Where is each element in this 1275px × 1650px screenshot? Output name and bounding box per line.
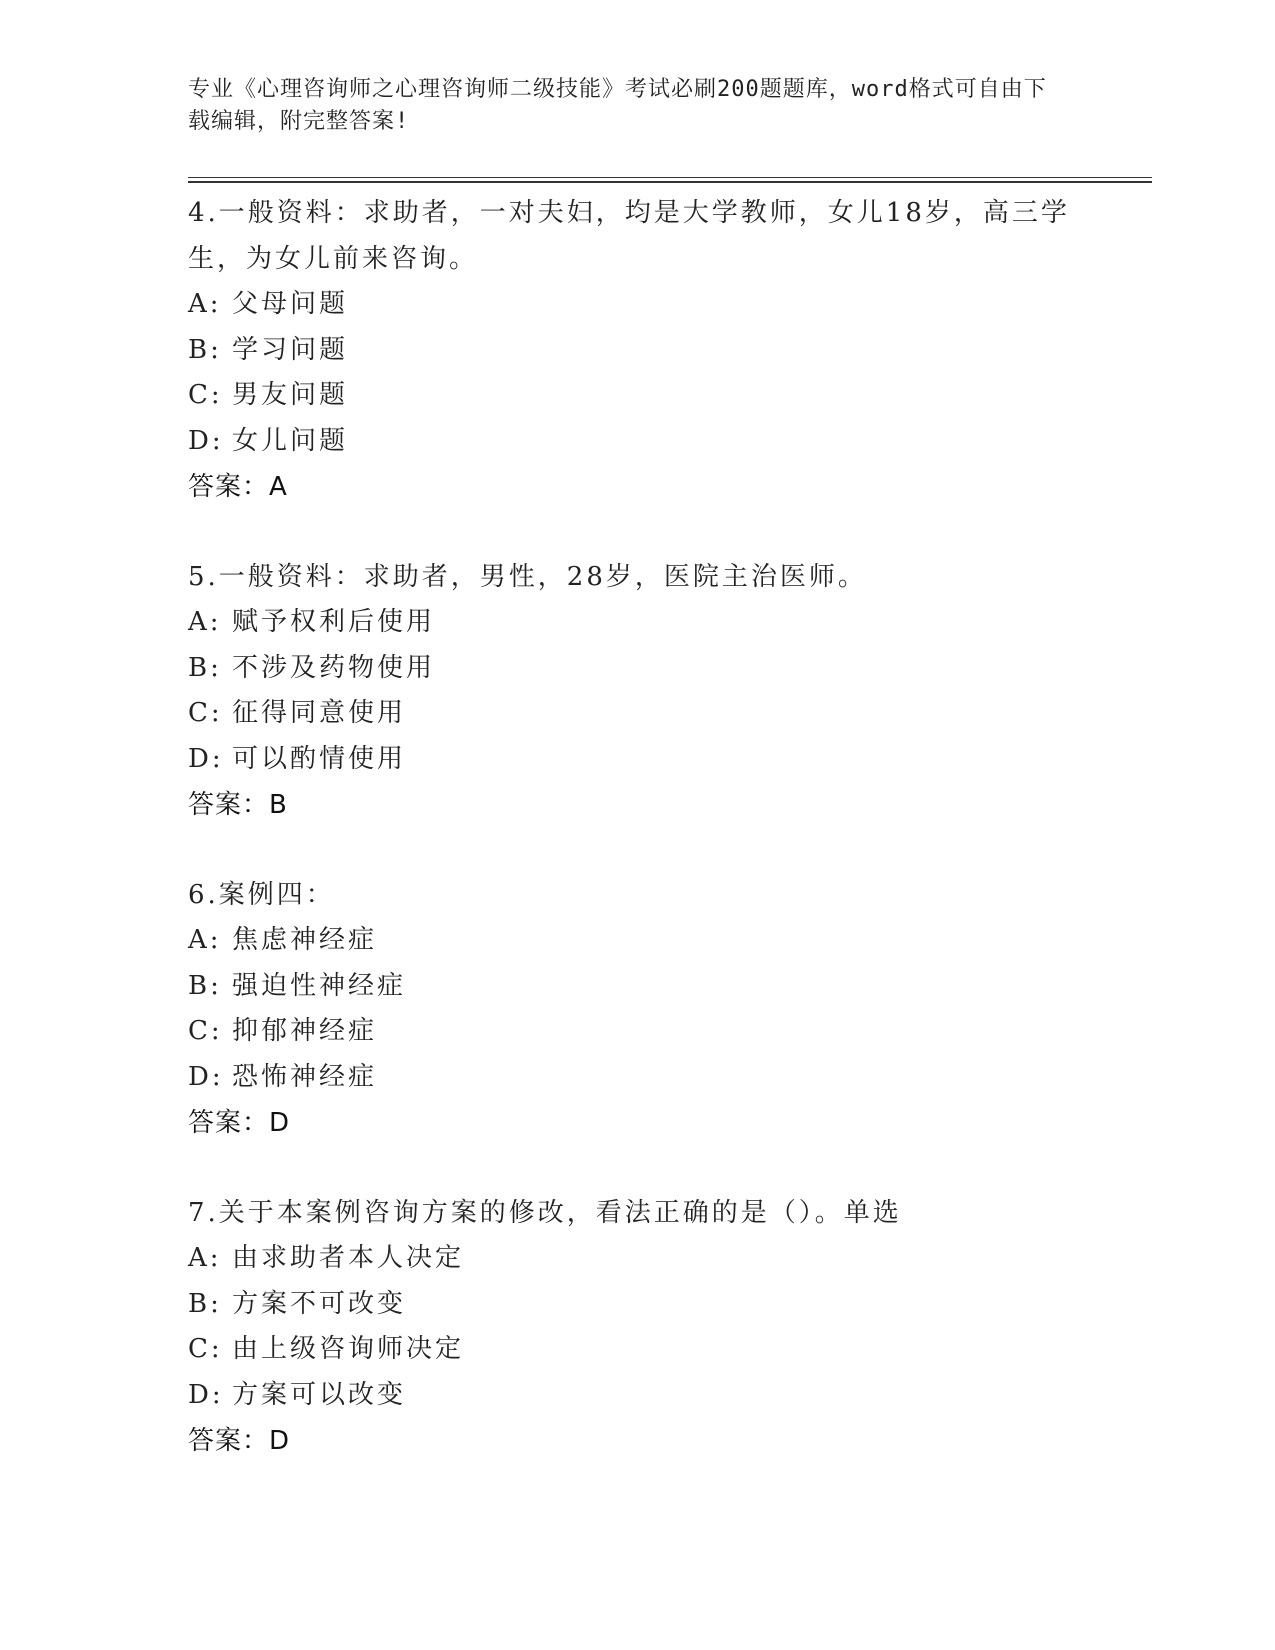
question-stem: 7.关于本案例咨询方案的修改，看法正确的是（）。单选 (188, 1198, 902, 1228)
option-letter: C: (188, 698, 223, 728)
question-7 (188, 1190, 1088, 1464)
option-letter: C: (188, 380, 223, 410)
option-text: 方案不可改变 (232, 1288, 407, 1319)
option-letter: C: (188, 1334, 223, 1364)
header-divider-thick (188, 181, 1152, 183)
option-letter: D: (188, 1379, 224, 1410)
option-text: 恐怖神经症 (232, 1061, 378, 1092)
option-b (188, 1282, 1088, 1328)
option-d (188, 737, 1088, 783)
option-letter: B: (188, 652, 222, 683)
option-d (188, 1055, 1088, 1101)
option-letter: B: (188, 970, 222, 1001)
option-text: 父母问题 (232, 289, 349, 319)
option-a (188, 600, 1088, 646)
option-b (188, 646, 1088, 692)
option-a (188, 918, 1088, 964)
option-text: 抑郁神经症 (232, 1016, 378, 1046)
option-letter: D: (188, 743, 224, 774)
option-text: 强迫性神经症 (232, 970, 407, 1001)
header-divider-thin (188, 177, 1152, 178)
option-c (188, 1009, 1088, 1055)
answer-line: 答案：D (188, 1426, 291, 1456)
question-6 (188, 872, 1088, 1146)
option-a (188, 1236, 1088, 1282)
question-stem: 6.案例四： (188, 880, 335, 910)
option-letter: A: (188, 289, 222, 319)
option-text: 方案可以改变 (232, 1379, 407, 1410)
option-letter: A: (188, 925, 222, 955)
answer-line: 答案：A (188, 472, 288, 502)
answer-line: 答案：D (188, 1108, 291, 1138)
option-text: 赋予权利后使用 (232, 607, 436, 637)
question-4 (188, 190, 1088, 510)
question-list (188, 190, 1088, 1508)
option-b (188, 964, 1088, 1010)
option-text: 女儿问题 (232, 425, 349, 456)
option-c (188, 373, 1088, 419)
question-5 (188, 554, 1088, 828)
option-text: 男友问题 (232, 380, 349, 410)
option-text: 征得同意使用 (232, 698, 407, 728)
option-c (188, 1327, 1088, 1373)
question-stem: 4.一般资料：求助者，一对夫妇，均是大学教师，女儿18岁，高三学生，为女儿前来咨询。 (188, 198, 1070, 274)
option-letter: D: (188, 425, 224, 456)
option-a (188, 282, 1088, 328)
option-letter: A: (188, 1243, 222, 1273)
option-b (188, 328, 1088, 374)
option-d (188, 1373, 1088, 1419)
option-letter: A: (188, 607, 222, 637)
option-text: 学习问题 (232, 334, 349, 365)
option-text: 由求助者本人决定 (232, 1243, 465, 1273)
option-text: 不涉及药物使用 (232, 652, 436, 683)
option-c (188, 691, 1088, 737)
option-letter: B: (188, 334, 222, 365)
answer-line: 答案：B (188, 790, 288, 820)
option-text: 由上级咨询师决定 (232, 1334, 465, 1364)
option-text: 焦虑神经症 (232, 925, 378, 955)
question-stem: 5.一般资料：求助者，男性，28岁，医院主治医师。 (188, 562, 867, 592)
option-letter: D: (188, 1061, 224, 1092)
option-text: 可以酌情使用 (232, 743, 407, 774)
option-d (188, 419, 1088, 465)
option-letter: C: (188, 1016, 223, 1046)
document-header: 专业《心理咨询师之心理咨询师二级技能》考试必刷200题题库，word格式可自由下载编辑，附完整答案! (188, 77, 1047, 134)
option-letter: B: (188, 1288, 222, 1319)
